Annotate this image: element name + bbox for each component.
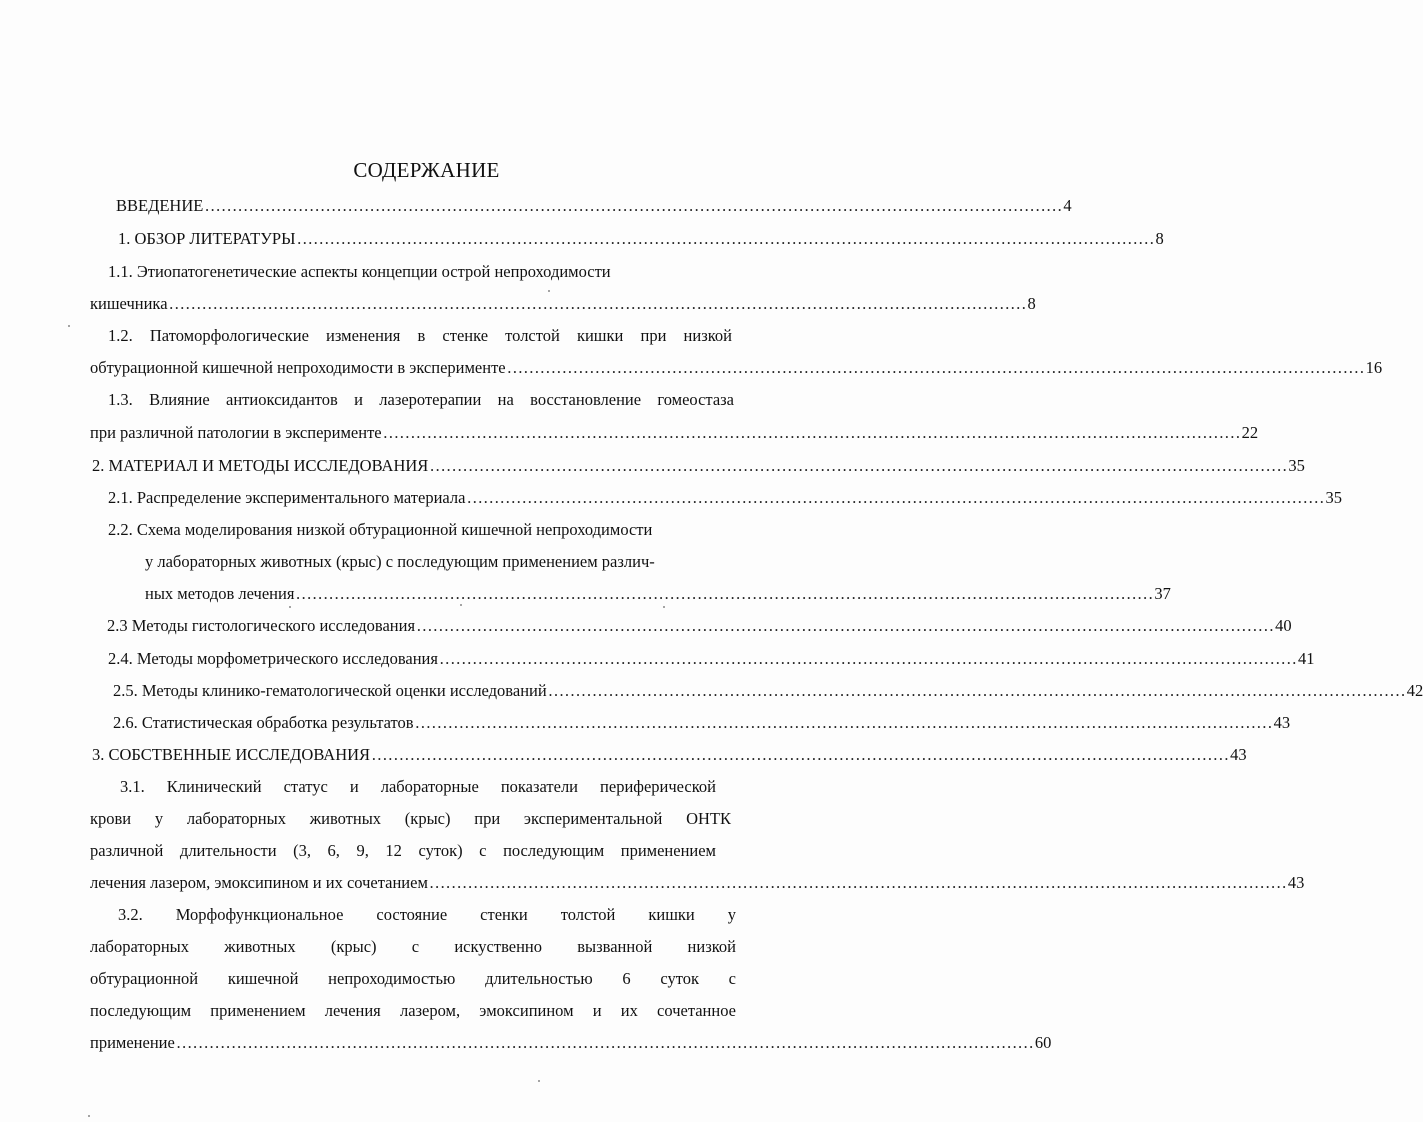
toc-entry-s1-2-line1[interactable]: 1.2. Патоморфологические изменения в стенке толстой кишки при низкой — [108, 326, 732, 345]
page-number: 8 — [1155, 229, 1164, 248]
toc-entry-text: 1. ОБЗОР ЛИТЕРАТУРЫ — [118, 229, 296, 248]
page-number: 43 — [1273, 713, 1291, 732]
toc-entry-s3-2-line1[interactable]: 3.2. Морфофункциональное состояние стенки толстой кишки у — [118, 905, 736, 924]
toc-entry-s3-2-line3[interactable]: обтурационной кишечной непроходимостью длительностью 6 суток с — [90, 969, 736, 988]
dot-leader: ………………………………………………………………………………………………………………………………………… — [428, 873, 1287, 892]
toc-entry-text: у лабораторных животных (крыс) с последующим применением различ- — [145, 552, 655, 571]
scan-speck — [289, 606, 291, 608]
toc-entry-text: 2.4. Методы морфометрического исследования — [108, 649, 438, 668]
toc-entry-s1-1-line1[interactable] — [108, 262, 728, 282]
toc-entry-s2-2-line3[interactable] — [145, 584, 1171, 604]
page-number: 40 — [1275, 616, 1292, 635]
page-number: 41 — [1297, 649, 1315, 668]
page-number: 4 — [1063, 196, 1072, 215]
dot-leader: ………………………………………………………………………………………………………………………………………… — [547, 681, 1406, 700]
dot-leader: ………………………………………………………………………………………………………………………………………… — [416, 616, 1275, 635]
dot-leader: ………………………………………………………………………………………………………………………………………… — [438, 649, 1297, 668]
dot-leader: ………………………………………………………………………………………………………………………………………… — [466, 488, 1325, 507]
toc-entry-s3-1-line2[interactable]: крови у лабораторных животных (крыс) при экспериментальной ОНТК — [90, 809, 731, 828]
toc-entry-text: 3. СОБСТВЕННЫЕ ИССЛЕДОВАНИЯ — [92, 745, 371, 764]
toc-entry-s2-2-line2[interactable] — [145, 552, 730, 572]
toc-entry-text: при различной патологии в эксперименте — [90, 423, 382, 442]
toc-entry-text: 2.3 Методы гистологического исследования — [107, 616, 416, 635]
scan-speck — [68, 325, 70, 327]
toc-entry-text: 2.6. Статистическая обработка результатов — [113, 713, 414, 732]
toc-entry-s3-2-line2[interactable]: лабораторных животных (крыс) с искуственно вызванной низкой — [90, 937, 736, 956]
toc-entry-text: 2. МАТЕРИАЛ И МЕТОДЫ ИССЛЕДОВАНИЯ — [92, 456, 429, 475]
scan-speck — [548, 290, 550, 292]
page-number: 60 — [1034, 1033, 1052, 1052]
scan-speck — [538, 1080, 540, 1082]
toc-entry-intro[interactable] — [116, 196, 1072, 216]
toc-entry-s3-2-line4[interactable]: последующим применением лечения лазером, эмоксипином и их сочетанное — [90, 1001, 736, 1020]
toc-entry-s3[interactable] — [92, 745, 1247, 765]
toc-entry-s1-3-line2[interactable] — [90, 423, 1259, 443]
toc-entry-s1-1-line2[interactable] — [90, 294, 1036, 314]
page-number: 43 — [1230, 745, 1247, 764]
toc-entry-s1-3-line1[interactable]: 1.3. Влияние антиоксидантов и лазеротерапии на восстановление гомеостаза — [108, 390, 734, 409]
page-number: 16 — [1365, 358, 1383, 377]
page-number: 43 — [1287, 873, 1305, 892]
toc-entry-s3-1-line1[interactable]: 3.1. Клинический статус и лабораторные показатели периферической — [120, 777, 716, 796]
scan-speck — [663, 606, 665, 608]
page-title: СОДЕРЖАНИЕ — [353, 158, 500, 182]
toc-entry-text: 2.1. Распределение экспериментального материала — [108, 488, 466, 507]
toc-entry-s2[interactable] — [92, 456, 1305, 476]
page-number: 35 — [1288, 456, 1305, 475]
toc-entry-text: применение — [90, 1033, 175, 1052]
page-number: 37 — [1154, 584, 1171, 603]
toc-entry-s1[interactable] — [118, 229, 1164, 249]
scan-speck — [460, 604, 462, 606]
dot-leader: ………………………………………………………………………………………………………………………………………… — [506, 358, 1365, 377]
dot-leader: ………………………………………………………………………………………………………………………………………… — [168, 294, 1027, 313]
page-number: 42 — [1406, 681, 1423, 700]
dot-leader: ………………………………………………………………………………………………………………………………………… — [371, 745, 1230, 764]
toc-entry-s2-6[interactable] — [113, 713, 1291, 733]
toc-entry-text: 2.5. Методы клинико-гематологической оценки исследований — [113, 681, 547, 700]
toc-entry-text: ВВЕДЕНИЕ — [116, 196, 204, 215]
dot-leader: ………………………………………………………………………………………………………………………………………… — [414, 713, 1273, 732]
scan-speck — [88, 1115, 90, 1117]
page-number: 35 — [1325, 488, 1342, 507]
toc-entry-text: 2.2. Схема моделирования низкой обтурационной кишечной непроходимости — [108, 520, 653, 539]
toc-entry-s1-2-line2[interactable] — [90, 358, 1383, 378]
toc-entry-text: ных методов лечения — [145, 584, 295, 603]
dot-leader: ………………………………………………………………………………………………………………………………………… — [296, 229, 1155, 248]
toc-entry-text: кишечника — [90, 294, 168, 313]
page-number: 8 — [1027, 294, 1036, 313]
toc-entry-text: обтурационной кишечной непроходимости в эксперименте — [90, 358, 506, 377]
toc-entry-s3-2-line5[interactable] — [90, 1033, 1052, 1053]
dot-leader: ………………………………………………………………………………………………………………………………………… — [295, 584, 1154, 603]
toc-entry-s3-1-line4[interactable] — [90, 873, 1305, 893]
toc-entry-s2-5[interactable] — [113, 681, 1423, 701]
page-number: 22 — [1241, 423, 1259, 442]
toc-entry-s2-3[interactable] — [107, 616, 1292, 636]
toc-entry-text: 1.1. Этиопатогенетические аспекты концепции острой непроходимости — [108, 262, 611, 281]
dot-leader: ………………………………………………………………………………………………………………………………………… — [429, 456, 1288, 475]
dot-leader: ………………………………………………………………………………………………………………………………………… — [382, 423, 1241, 442]
dot-leader: ………………………………………………………………………………………………………………………………………… — [204, 196, 1063, 215]
toc-entry-s2-4[interactable] — [108, 649, 1315, 669]
dot-leader: ………………………………………………………………………………………………………………………………………… — [175, 1033, 1034, 1052]
toc-entry-s2-2-line1[interactable] — [108, 520, 730, 540]
toc-entry-text: лечения лазером, эмоксипином и их сочетанием — [90, 873, 428, 892]
toc-entry-s2-1[interactable] — [108, 488, 1342, 508]
toc-entry-s3-1-line3[interactable]: различной длительности (3, 6, 9, 12 суток) с последующим применением — [90, 841, 716, 860]
